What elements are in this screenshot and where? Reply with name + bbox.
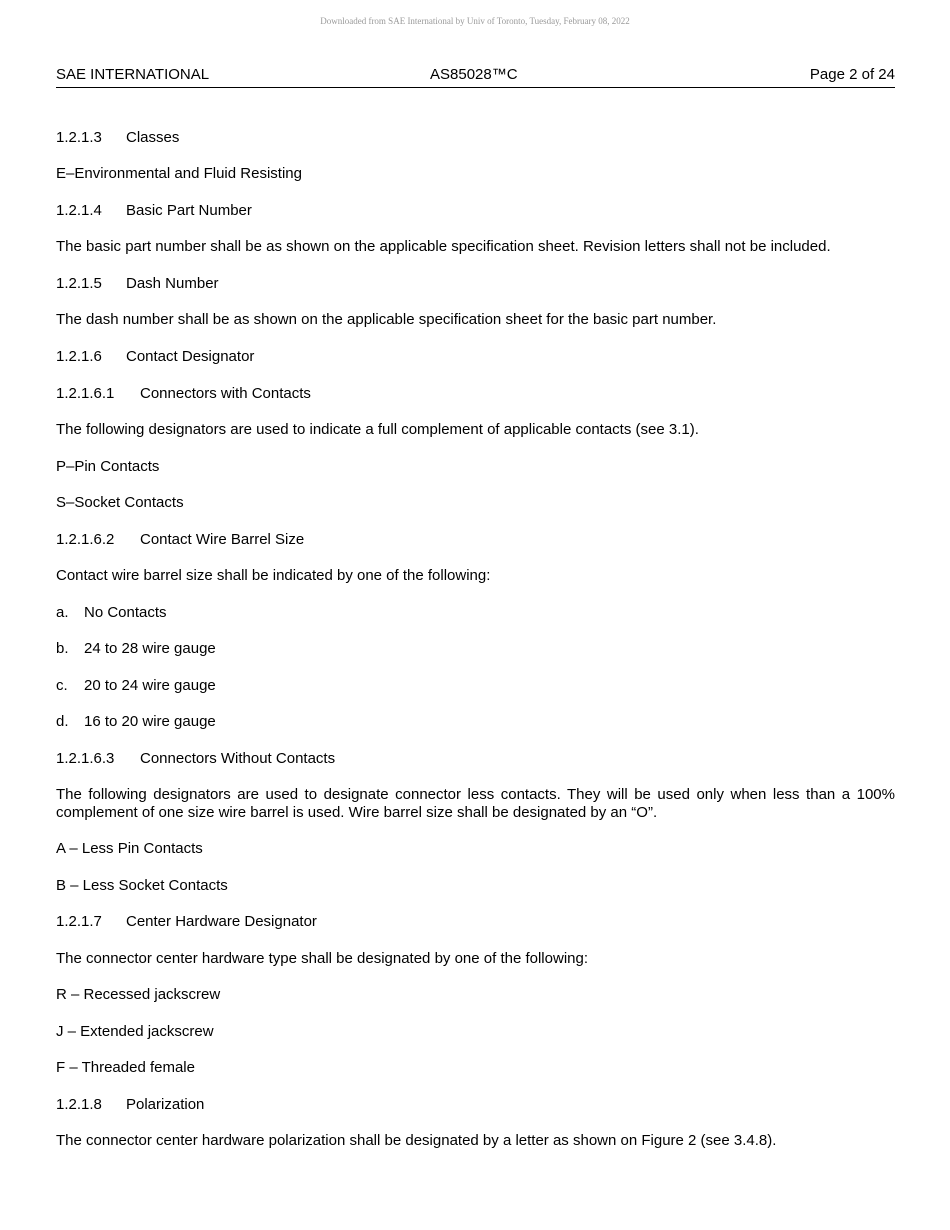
- list-item: [56, 713, 896, 731]
- list-item: [56, 640, 896, 658]
- connectors-with-contacts-text: The following designators are used to indicate a full complement of applicable contacts (see 3.1).: [56, 421, 699, 438]
- page-header: [56, 66, 895, 88]
- list-text: 20 to 24 wire gauge: [84, 677, 216, 694]
- section-title: Connectors Without Contacts: [140, 750, 336, 767]
- section-number: 1.2.1.6.1: [56, 385, 115, 402]
- download-watermark: Downloaded from SAE International by Univ of Toronto, Tuesday, February 08, 2022: [320, 16, 630, 26]
- pin-contacts-designator: P–Pin Contacts: [56, 458, 160, 475]
- list-letter: b.: [56, 640, 69, 657]
- section-heading-1-2-1-6-2: [56, 531, 896, 549]
- hardware-item: R – Recessed jackscrew: [56, 986, 221, 1003]
- connectors-without-contacts-text: The following designators are used to designate connector less contacts. They will be used only when less than a 100% complement of one size wire barrel is used. Wire barrel size shall be designated by an “O”.: [56, 786, 895, 821]
- classes-text: E–Environmental and Fluid Resisting: [56, 165, 302, 182]
- section-number: 1.2.1.3: [56, 129, 102, 146]
- section-title: Basic Part Number: [126, 202, 252, 219]
- section-number: 1.2.1.6.2: [56, 531, 115, 548]
- barrel-size-text: Contact wire barrel size shall be indicated by one of the following:: [56, 567, 491, 584]
- list-text: 24 to 28 wire gauge: [84, 640, 216, 657]
- list-text: No Contacts: [84, 604, 167, 621]
- section-title: Contact Wire Barrel Size: [140, 531, 305, 548]
- dash-number-text: The dash number shall be as shown on the applicable specification sheet for the basic part number.: [56, 311, 717, 328]
- section-number: 1.2.1.5: [56, 275, 102, 292]
- section-number: 1.2.1.4: [56, 202, 102, 219]
- section-heading-1-2-1-6-1: [56, 385, 896, 403]
- section-number: 1.2.1.7: [56, 913, 102, 930]
- section-heading-1-2-1-6-3: [56, 750, 896, 768]
- publisher-name: SAE INTERNATIONAL: [56, 66, 210, 83]
- section-heading-1-2-1-7: [56, 913, 896, 931]
- section-number: 1.2.1.6.3: [56, 750, 115, 767]
- section-heading-1-2-1-8: [56, 1096, 896, 1114]
- hardware-item: J – Extended jackscrew: [56, 1023, 214, 1040]
- section-heading-1-2-1-4: [56, 202, 896, 220]
- list-letter: c.: [56, 677, 68, 694]
- list-item: [56, 604, 896, 622]
- list-letter: a.: [56, 604, 69, 621]
- page-number: Page 2 of 24: [809, 66, 895, 83]
- document-number: AS85028™C: [430, 66, 518, 83]
- section-heading-1-2-1-6: [56, 348, 896, 366]
- hardware-item: F – Threaded female: [56, 1059, 195, 1076]
- list-item: [56, 677, 896, 695]
- section-number: 1.2.1.6: [56, 348, 102, 365]
- section-title: Connectors with Contacts: [140, 385, 311, 402]
- less-socket-designator: B – Less Socket Contacts: [56, 877, 228, 894]
- center-hardware-text: The connector center hardware type shall be designated by one of the following:: [56, 950, 589, 967]
- section-number: 1.2.1.8: [56, 1096, 102, 1113]
- less-pin-designator: A – Less Pin Contacts: [56, 840, 203, 857]
- socket-contacts-designator: S–Socket Contacts: [56, 494, 184, 511]
- section-heading-1-2-1-3: [56, 129, 896, 147]
- list-letter: d.: [56, 713, 69, 730]
- section-title: Contact Designator: [126, 348, 255, 365]
- section-title: Dash Number: [126, 275, 219, 292]
- list-text: 16 to 20 wire gauge: [84, 713, 216, 730]
- section-heading-1-2-1-5: [56, 275, 896, 293]
- basic-part-number-text: The basic part number shall be as shown on the applicable specification sheet. Revision letters shall not be included.: [56, 238, 831, 255]
- section-title: Center Hardware Designator: [126, 913, 317, 930]
- section-title: Polarization: [126, 1096, 205, 1113]
- section-title: Classes: [126, 129, 180, 146]
- polarization-text: The connector center hardware polarization shall be designated by a letter as shown on Figure 2 (see 3.4.8).: [56, 1132, 777, 1149]
